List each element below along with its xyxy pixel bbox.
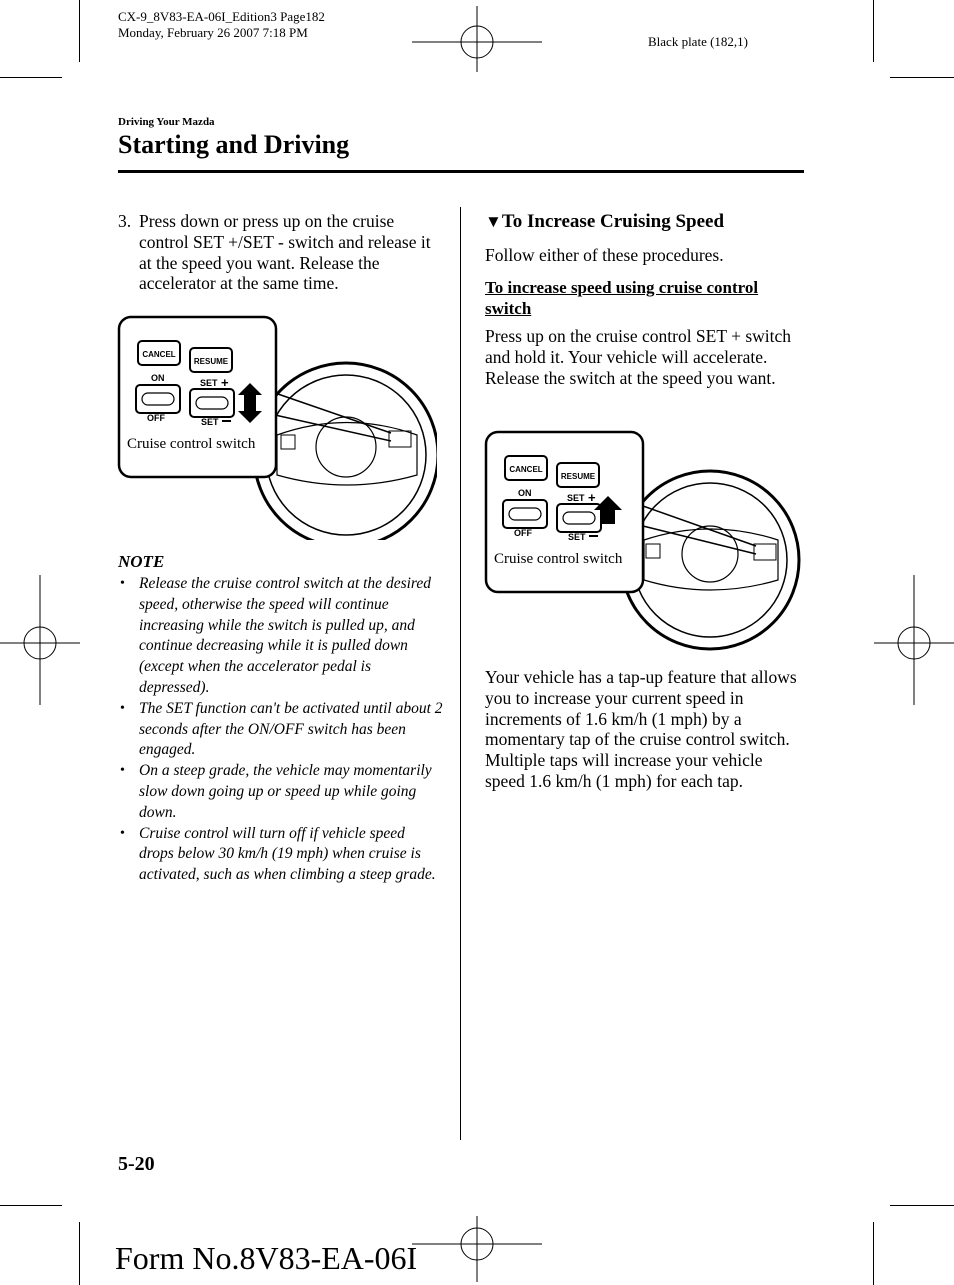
set-plus-label: SET: [200, 378, 218, 388]
print-file-info: [118, 9, 325, 41]
on-label: ON: [518, 488, 532, 498]
set-minus-label: SET: [568, 532, 586, 542]
plate-info: Black plate (182,1): [648, 34, 748, 49]
set-minus-label: SET: [201, 417, 219, 427]
registration-mark: [0, 575, 80, 705]
off-label: OFF: [147, 413, 165, 423]
procedure-line-2: Release the switch at the speed you want.: [485, 367, 776, 388]
print-date-line: Monday, February 26 2007 7:18 PM: [118, 25, 308, 40]
procedure-line-1: Press up on the cruise control SET + switch and hold it. Your vehicle will accelerate.: [485, 326, 792, 367]
on-label: ON: [151, 373, 165, 383]
step-3: [118, 211, 443, 294]
note-item: • On a steep grade, the vehicle may momentarily slow down going up or speed up while going down.: [118, 761, 443, 823]
step-text: Press down or press up on the cruise control SET +/SET - switch and release it at the speed you want. Release the accelerator at the same time.: [139, 211, 431, 294]
crop-mark: [79, 1222, 80, 1285]
plus-sign: +: [588, 490, 596, 505]
off-label: OFF: [514, 528, 532, 538]
note-item: • Cruise control will turn off if vehicle speed drops below 30 km/h (19 mph) when cruise is activated, such as when climbing a steep grade.: [118, 824, 443, 886]
page-title: Starting and Driving: [118, 130, 350, 159]
cancel-button-label: CANCEL: [142, 350, 176, 359]
tap-up-paragraph: Your vehicle has a tap-up feature that allows you to increase your current speed in increments of 1.6 km/h (1 mph) by a momentary tap of the cruise control switch. Multiple taps will increase your vehicle speed 1.6 km/h (1 mph) for each tap.: [485, 667, 797, 791]
crop-mark: [873, 0, 874, 62]
procedure-subheading: To increase speed using cruise control switch: [485, 278, 759, 318]
resume-button-label: RESUME: [193, 357, 229, 366]
print-file-line: CX-9_8V83-EA-06I_Edition3 Page182: [118, 9, 325, 24]
note-list: [118, 574, 443, 886]
registration-mark: [874, 575, 954, 705]
cruise-control-figure-right: [484, 430, 804, 652]
note-item: • Release the cruise control switch at the desired speed, otherwise the speed will continue increasing while the switch is pulled up, and continue decreasing while it is pulled down (except when the accelerator pedal is depressed).: [118, 574, 443, 699]
figure-label-right: Cruise control switch: [494, 551, 623, 567]
crop-mark: [873, 1222, 874, 1285]
crop-mark: [890, 1205, 954, 1206]
page-number: 5-20: [118, 1153, 155, 1175]
section-heading: [485, 211, 724, 233]
registration-mark: [412, 1216, 542, 1282]
crop-mark: [890, 77, 954, 78]
plus-sign: +: [221, 375, 229, 390]
cruise-control-figure-left: [117, 315, 437, 540]
crop-mark: [0, 77, 62, 78]
section-label: Driving Your Mazda: [118, 116, 215, 128]
procedure-text: [485, 326, 805, 388]
note-item: • The SET function can't be activated until about 2 seconds after the ON/OFF switch has been engaged.: [118, 699, 443, 761]
column-divider: [460, 207, 461, 1140]
title-rule: [118, 170, 804, 173]
registration-mark: [412, 6, 542, 72]
heading-text: To Increase Cruising Speed: [501, 211, 725, 232]
crop-mark: [0, 1205, 62, 1206]
note-heading: NOTE: [118, 552, 165, 571]
steering-wheel-rim: [254, 363, 437, 540]
resume-button-label: RESUME: [560, 472, 596, 481]
intro-text: Follow either of these procedures.: [485, 245, 724, 265]
cancel-button-label: CANCEL: [509, 465, 543, 474]
triangle-down-icon: ▼: [485, 212, 502, 231]
figure-label-left: Cruise control switch: [127, 436, 256, 452]
set-plus-label: SET: [567, 493, 585, 503]
form-number: Form No.8V83-EA-06I: [115, 1240, 418, 1276]
crop-mark: [79, 0, 80, 62]
step-number: 3.: [118, 211, 132, 231]
